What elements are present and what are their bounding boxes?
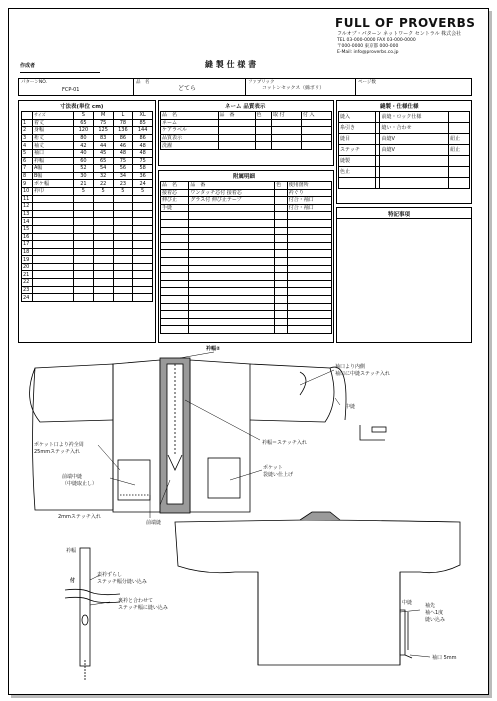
- annotation-inner-collar: 裏衿と合わせて: [118, 598, 154, 604]
- size-value-cell: 30: [74, 172, 94, 180]
- size-row-number: 1: [22, 119, 33, 127]
- size-value-cell: 144: [133, 127, 153, 135]
- parts-cell: 付合・袖口: [287, 197, 331, 205]
- size-value-cell: 24: [133, 180, 153, 188]
- parts-cell: 手縫: [161, 204, 189, 212]
- size-value-cell: 48: [113, 149, 133, 157]
- size-value-cell: 34: [113, 172, 133, 180]
- annotation-collar-stitch: 衿幅＝ステッチ入れ: [262, 440, 307, 446]
- size-value-cell: 46: [113, 142, 133, 150]
- size-value-cell: 86: [133, 134, 153, 142]
- annotation-pocket-all-round: ポケット口より衿全周: [34, 442, 84, 448]
- parts-header-cell: 品 番: [189, 182, 275, 190]
- parts-cell: 接着芯: [161, 189, 189, 197]
- size-row-name: 着丈: [33, 119, 74, 127]
- size-value-cell: 5: [93, 187, 113, 195]
- annotation-collar-width-2: 衿幅: [66, 548, 77, 554]
- size-value-cell: 36: [133, 172, 153, 180]
- annotation-middle-sew: 中縫: [345, 404, 356, 410]
- size-value-cell: 58: [133, 165, 153, 173]
- sewing-cell: 由縫V: [380, 145, 449, 156]
- size-row-number: 5: [22, 149, 33, 157]
- name-label-cell: ケアラベル: [161, 127, 219, 135]
- size-value-cell: 42: [74, 142, 94, 150]
- size-value-cell: 45: [93, 149, 113, 157]
- size-value-cell: 48: [133, 142, 153, 150]
- size-row-number: 8: [22, 172, 33, 180]
- sewing-cell: 前縫・ロック仕様: [380, 112, 449, 123]
- annotation-front-edge: 前端中縫: [62, 474, 83, 480]
- size-row-name: 裄丈: [33, 134, 74, 142]
- parts-cell: グラス付 伸び止テープ: [189, 197, 275, 205]
- size-row-name: ポケ幅: [33, 180, 74, 188]
- size-value-cell: 40: [74, 149, 94, 157]
- parts-cell: 付合・袖口: [287, 204, 331, 212]
- name-label-header-cell: 品 名: [161, 112, 219, 120]
- size-row-number: 12: [22, 203, 33, 211]
- size-row-name: 衿幅: [33, 157, 74, 165]
- annotation-25mm-stitch: 25mmステッチ入れ: [34, 449, 81, 455]
- size-value-cell: 22: [93, 180, 113, 188]
- annotation-sleeve-1deg: 袖へ1度: [425, 610, 444, 616]
- parts-title: 附属明細: [233, 174, 256, 180]
- brand-logo: FULL OF PROVERBS: [335, 16, 476, 30]
- size-row-number: 15: [22, 225, 33, 233]
- size-header-XL: XL: [133, 112, 153, 120]
- annotation-attach: 付: [70, 578, 76, 584]
- name-label-header-cell: 品 番: [218, 112, 255, 120]
- annotation-stitch-width-2: ステッチ幅分縫い込み: [97, 579, 147, 585]
- size-value-cell: 83: [93, 134, 113, 142]
- parts-cell: 伸び止: [161, 197, 189, 205]
- parts-cell: ワンタッチ芯付 接着芯: [189, 189, 275, 197]
- size-header-S: S: [74, 112, 94, 120]
- size-value-cell: 65: [93, 157, 113, 165]
- size-row-number: 3: [22, 134, 33, 142]
- sewing-cell: 由縫V: [380, 134, 449, 145]
- fabric-label: ファブリック: [248, 80, 275, 85]
- annotation-sleeve-tip: 袖先: [425, 603, 436, 609]
- size-row-name: 衿巾: [33, 187, 74, 195]
- size-row-number: 17: [22, 241, 33, 249]
- pattern-value: FCP-01: [62, 87, 80, 93]
- sewing-cell: 縫入: [339, 112, 376, 123]
- size-row-name: 身幅: [33, 127, 74, 135]
- size-value-cell: 136: [113, 127, 133, 135]
- sewing-cell: ステッチ: [339, 145, 376, 156]
- creator-label: 作成者: [20, 63, 36, 69]
- size-row-number: 16: [22, 233, 33, 241]
- size-row-number: 9: [22, 180, 33, 188]
- size-table-title: 寸法表(単位 cm): [60, 104, 104, 110]
- size-value-cell: 44: [93, 142, 113, 150]
- name-label-cell: 品質表示: [161, 134, 219, 142]
- item-label: 品 名: [136, 80, 150, 85]
- size-row-number: 22: [22, 279, 33, 287]
- name-label-header-cell: 色: [255, 112, 271, 120]
- size-row-number: 4: [22, 142, 33, 150]
- size-value-cell: 32: [93, 172, 113, 180]
- size-value-cell: 54: [93, 165, 113, 173]
- size-header-L: L: [113, 112, 133, 120]
- page-label: ページ数: [358, 80, 376, 85]
- name-label-cell: 洗濯: [161, 142, 219, 150]
- size-value-cell: 85: [133, 119, 153, 127]
- parts-header-cell: 品 名: [161, 182, 189, 190]
- parts-cell: 衿ぐり: [287, 189, 331, 197]
- size-row-number: 21: [22, 271, 33, 279]
- size-value-cell: 75: [133, 157, 153, 165]
- size-row-number: 7: [22, 165, 33, 173]
- name-label-cell: ネーム: [161, 119, 219, 127]
- size-value-cell: 80: [74, 134, 94, 142]
- size-value-cell: 60: [74, 157, 94, 165]
- annotation-sleeve-stitch-2: 袖口に中縫ステッチ入れ: [335, 371, 390, 377]
- sewing-cell: 縫製: [339, 156, 376, 167]
- annotation-front-sew: 前端縫: [146, 520, 162, 526]
- size-header-M: M: [93, 112, 113, 120]
- size-label-cell: サイズ: [33, 112, 74, 120]
- annotation-collar-width: 衿幅②: [206, 346, 221, 352]
- annotation-2mm-stitch: 2mmステッチ入れ: [58, 514, 101, 520]
- size-value-cell: 5: [113, 187, 133, 195]
- size-row-name: B幅: [33, 172, 74, 180]
- size-value-cell: 5: [74, 187, 94, 195]
- annotation-middle-sew-2: 中縫: [402, 600, 413, 606]
- size-row-number: 18: [22, 248, 33, 256]
- sheet-title: 縫 製 仕 様 書: [205, 60, 257, 69]
- size-value-cell: 23: [113, 180, 133, 188]
- notes-title: 特記事項: [388, 212, 411, 218]
- sewing-cell: 色止: [339, 167, 376, 178]
- item-value: どてら: [178, 85, 197, 92]
- size-value-cell: 125: [93, 127, 113, 135]
- back-view-jacket: [175, 520, 460, 665]
- size-row-number: 23: [22, 286, 33, 294]
- front-left-sleeve-panel: [33, 364, 114, 510]
- size-row-number: 14: [22, 218, 33, 226]
- collar-section-detail: [80, 548, 90, 666]
- size-value-cell: 5: [133, 187, 153, 195]
- annotation-collar-shift: 表衿ずらし: [97, 572, 123, 578]
- annotation-pocket-2: 袋縫い仕上げ: [263, 472, 294, 478]
- parts-header-cell: 使用箇所: [287, 182, 331, 190]
- sewing-cell: 縫目: [339, 134, 376, 145]
- size-value-cell: 86: [113, 134, 133, 142]
- size-value-cell: 56: [113, 165, 133, 173]
- brand-address: 〒000-0000 東京都 000-000: [337, 44, 399, 49]
- sewing-cell: 縫い・合わせ: [380, 123, 449, 134]
- brand-tel: TEL 03-000-0000 FAX 03-000-0000: [337, 38, 416, 43]
- right-pocket: [208, 458, 240, 498]
- size-value-cell: 75: [113, 157, 133, 165]
- sewing-cell: 紐止: [449, 134, 470, 145]
- annotation-front-edge-2: （中縫取止し）: [62, 481, 98, 487]
- size-row-number: 24: [22, 294, 33, 302]
- size-row-number: 11: [22, 195, 33, 203]
- size-row-number: 19: [22, 256, 33, 264]
- size-value-cell: 65: [74, 119, 94, 127]
- annotation-sleeve-stitch: 袖口より内側: [335, 364, 366, 370]
- annotation-stitch-width: ステッチ幅に縫い込み: [118, 605, 168, 611]
- size-value-cell: 21: [74, 180, 94, 188]
- size-row-number: 2: [22, 127, 33, 135]
- annotation-sew-in: 縫い込み: [425, 617, 446, 623]
- sewing-cell: 糸引き: [339, 123, 376, 134]
- fabric-value: コットンセックス（綿ポリ）: [262, 86, 325, 91]
- size-row-number: 6: [22, 157, 33, 165]
- size-value-cell: 75: [93, 119, 113, 127]
- size-value-cell: 52: [74, 165, 94, 173]
- sewing-title: 縫製・仕様仕様: [380, 104, 419, 110]
- name-label-header-cell: 付 入: [301, 112, 331, 120]
- size-value-cell: 120: [74, 127, 94, 135]
- annotation-pocket: ポケット: [263, 465, 283, 471]
- annotation-cuff-5mm: 袖口 5mm: [432, 655, 457, 661]
- size-row-number: 10: [22, 187, 33, 195]
- name-label-header-cell: 取 付: [272, 112, 302, 120]
- size-row-number: 13: [22, 210, 33, 218]
- size-row-number: 20: [22, 263, 33, 271]
- size-row-name: A幅: [33, 165, 74, 173]
- left-pocket: [118, 460, 150, 500]
- name-label-title: ネーム 品質表示: [225, 104, 266, 110]
- parts-header-cell: 色: [275, 182, 288, 190]
- size-value-cell: 78: [113, 119, 133, 127]
- pattern-label: パターンNO.: [21, 80, 48, 85]
- size-value-cell: 48: [133, 149, 153, 157]
- brand-email: E-Mail: info@proverbs.co.jp: [337, 50, 399, 55]
- size-row-name: 袖口: [33, 149, 74, 157]
- sewing-cell: 紐止: [449, 145, 470, 156]
- size-row-name: 袖丈: [33, 142, 74, 150]
- brand-company: フルオブ・パターン ネットワーク セントラル 株式会社: [337, 31, 462, 37]
